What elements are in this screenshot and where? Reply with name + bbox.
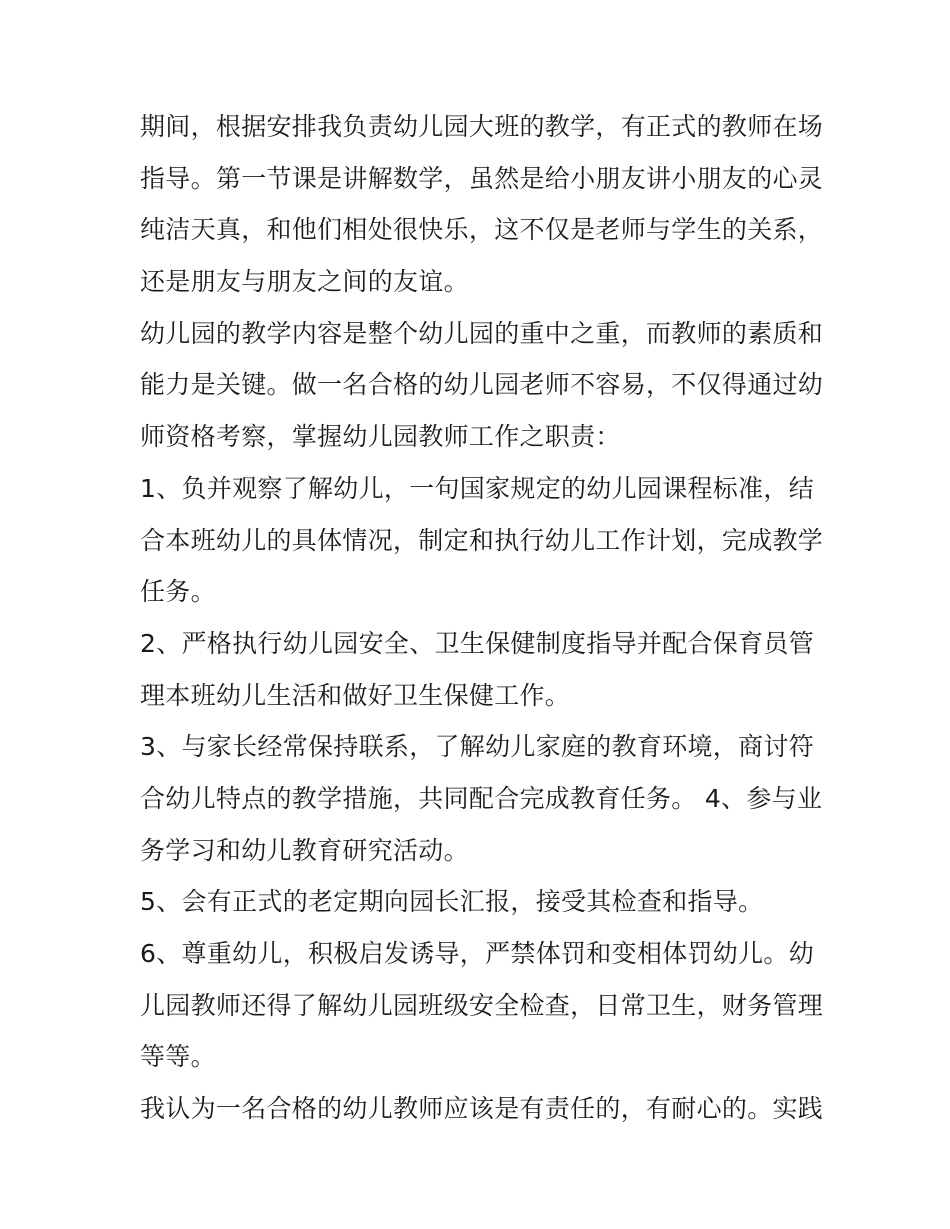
text-line: 纯洁天真，和他们相处很快乐，这不仅是老师与学生的关系， xyxy=(140,215,824,245)
text-line: 5、会有正式的老定期向园长汇报，接受其检查和指导。 xyxy=(140,887,764,917)
document-body xyxy=(140,101,824,1135)
text-line: 我认为一名合格的幼儿教师应该是有责任的，有耐心的。实践 xyxy=(140,1094,824,1124)
text-line: 合本班幼儿的具体情况，制定和执行幼儿工作计划，完成教学 xyxy=(140,525,824,555)
text-line: 理本班幼儿生活和做好卫生保健工作。 xyxy=(140,680,571,710)
text-line: 能力是关键。做一名合格的幼儿园老师不容易，不仅得通过幼 xyxy=(140,370,824,400)
text-line: 指导。第一节课是讲解数学，虽然是给小朋友讲小朋友的心灵 xyxy=(140,163,824,193)
text-line: 合幼儿特点的教学措施，共同配合完成教育任务。 4、参与业 xyxy=(140,783,823,813)
text-line: 2、严格执行幼儿园安全、卫生保健制度指导并配合保育员管 xyxy=(140,628,815,658)
text-line: 还是朋友与朋友之间的友谊。 xyxy=(140,267,469,297)
text-line: 等等。 xyxy=(140,1042,216,1072)
text-line: 期间，根据安排我负责幼儿园大班的教学，有正式的教师在场 xyxy=(140,112,824,141)
text-line: 儿园教师还得了解幼儿园班级安全检查，日常卫生，财务管理 xyxy=(140,990,824,1020)
text-line: 幼儿园的教学内容是整个幼儿园的重中之重，而教师的素质和 xyxy=(140,318,824,348)
text-line: 任务。 xyxy=(140,577,216,607)
text-line: 务学习和幼儿教育研究活动。 xyxy=(140,835,469,865)
text-line: 3、与家长经常保持联系，了解幼儿家庭的教育环境，商讨符 xyxy=(140,732,815,762)
text-line: 1、负并观察了解幼儿，一句国家规定的幼儿园课程标准，结 xyxy=(140,473,815,503)
text-line: 6、尊重幼儿，积极启发诱导，严禁体罚和变相体罚幼儿。幼 xyxy=(140,939,815,968)
text-line: 师资格考察，掌握幼儿园教师工作之职责： xyxy=(140,422,621,452)
